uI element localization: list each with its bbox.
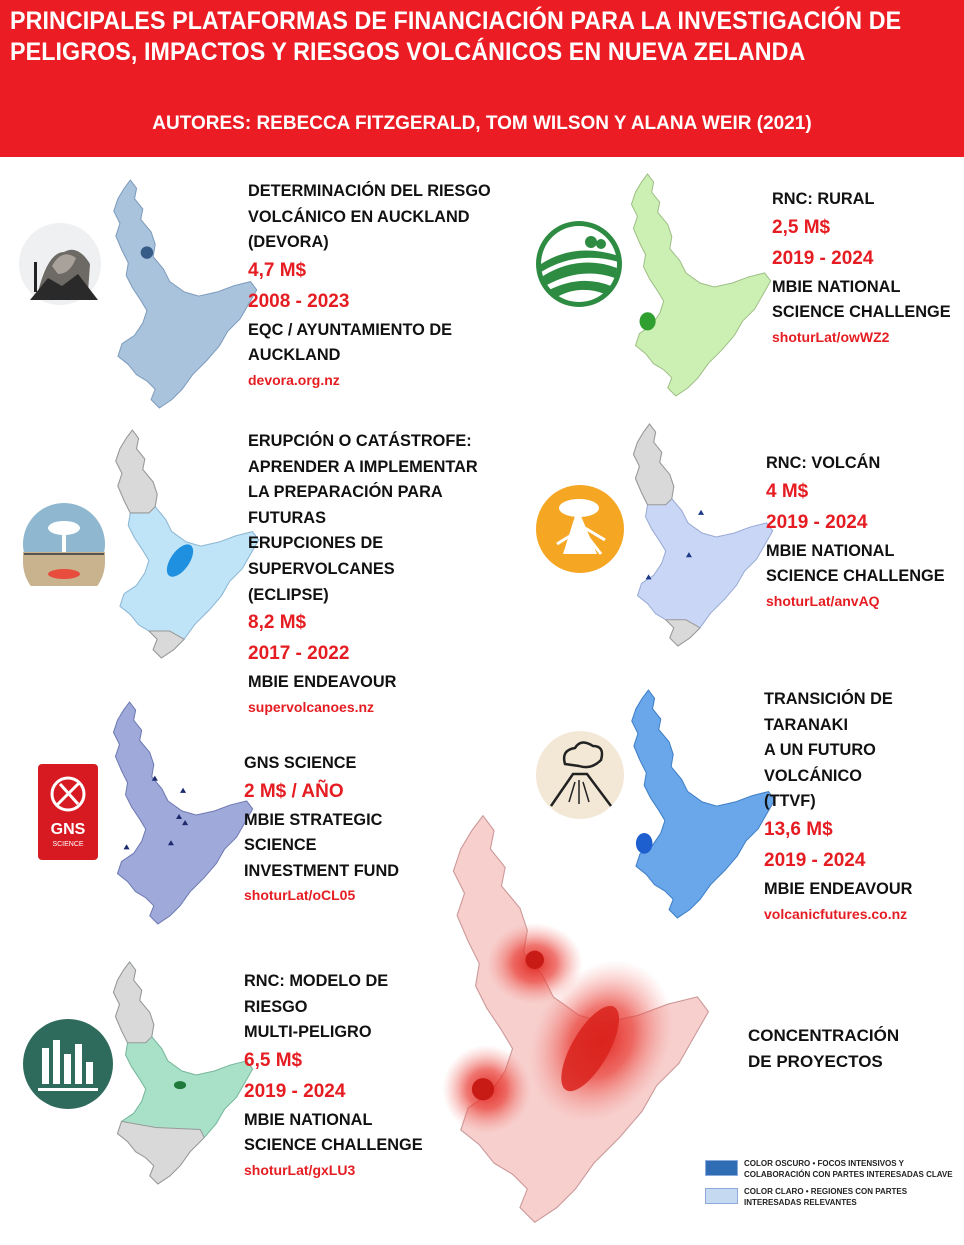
project-link[interactable]: shoturLat/anvAQ <box>766 592 880 609</box>
project-title: RNC: VOLCÁN <box>766 453 881 472</box>
nz-map-volcan <box>612 422 780 648</box>
project-title: MULTI-PELIGRO <box>244 1022 372 1042</box>
project-funder: SCIENCE CHALLENGE <box>244 1135 423 1155</box>
project-title: FUTURAS <box>248 507 326 527</box>
concentration-line: DE PROYECTOS <box>748 1052 883 1071</box>
project-title: VOLCÁNICO EN AUCKLAND <box>248 206 470 226</box>
volcano-ash-icon <box>535 484 625 574</box>
project-funder: MBIE NATIONAL <box>766 540 895 560</box>
project-title: LA PREPARACIÓN PARA <box>248 482 443 502</box>
nz-map-gns <box>92 700 260 926</box>
legend-item-light <box>705 1186 960 1208</box>
project-amount: 2,5 M$ <box>772 216 831 238</box>
project-link[interactable]: shoturLat/owWZ2 <box>772 328 890 345</box>
nz-map-multi <box>92 960 260 1186</box>
project-years: 2019 - 2024 <box>764 849 866 871</box>
project-amount: 8,2 M$ <box>248 612 307 634</box>
project-funder: MBIE ENDEAVOUR <box>248 672 397 692</box>
map-legend <box>705 1158 960 1214</box>
project-years: 2019 - 2024 <box>244 1080 346 1102</box>
title-line-1: PRINCIPALES PLATAFORMAS DE FINANCIACIÓN PARA LA INVESTIGACIÓN DE <box>10 7 902 35</box>
project-ttvf <box>764 686 919 926</box>
project-title: DETERMINACIÓN DEL RIESGO <box>248 181 491 200</box>
header-banner <box>0 0 964 157</box>
project-funder: MBIE ENDEAVOUR <box>764 878 913 898</box>
project-funder: AUCKLAND <box>248 345 341 365</box>
page-title <box>10 6 902 68</box>
project-funder: EQC / AYUNTAMIENTO DE <box>248 319 453 339</box>
project-funder: MBIE NATIONAL <box>772 276 901 296</box>
project-years: 2019 - 2024 <box>772 247 874 269</box>
project-amount: 13,6 M$ <box>764 818 833 840</box>
project-title: RIESGO <box>244 996 308 1016</box>
project-funder: MBIE NATIONAL <box>244 1109 373 1129</box>
eruption-photo-icon <box>18 222 102 306</box>
project-link[interactable]: supervolcanoes.nz <box>248 698 375 715</box>
legend-item-dark <box>705 1158 960 1180</box>
svg-text:GNS: GNS <box>50 821 86 838</box>
project-title: TARANAKI <box>764 714 849 734</box>
nz-concentration-heatmap <box>418 812 718 1226</box>
project-title: SUPERVOLCANES <box>248 558 395 578</box>
project-title: APRENDER A IMPLEMENTAR <box>248 456 478 476</box>
project-rnc-volcan <box>766 450 952 613</box>
project-title: RNC: MODELO DE <box>244 971 389 990</box>
legend-label: COLOR CLARO • REGIONES CON PARTES INTERESADAS RELEVANTES <box>744 1187 908 1207</box>
project-title: VOLCÁNICO <box>764 765 862 785</box>
project-title: (ECLIPSE) <box>248 584 329 604</box>
supervolcano-icon <box>22 502 106 586</box>
project-devora <box>248 178 501 392</box>
project-title: (TTVF) <box>764 791 816 811</box>
project-title: ERUPCIONES DE <box>248 533 384 553</box>
project-eclipse <box>248 428 487 719</box>
project-title: GNS SCIENCE <box>244 753 357 772</box>
volcano-sketch-icon <box>535 730 625 820</box>
project-years: 2008 - 2023 <box>248 290 350 312</box>
nz-map-devora <box>92 178 264 410</box>
bar-chart-icon <box>22 1018 114 1110</box>
project-amount: 2 M$ / AÑO <box>244 780 344 802</box>
project-funder: MBIE STRATEGIC <box>244 809 383 829</box>
project-rnc-rural <box>772 186 958 349</box>
project-link[interactable]: volcanicfutures.co.nz <box>764 905 908 922</box>
project-funder: SCIENCE <box>244 835 317 855</box>
project-years: 2019 - 2024 <box>766 511 868 533</box>
project-multi-peligro <box>244 968 430 1182</box>
nz-map-eclipse <box>94 428 266 660</box>
authors-line: AUTORES: REBECCA FITZGERALD, TOM WILSON Y ALANA WEIR (2021) <box>152 113 812 134</box>
concentration-label <box>748 1023 899 1075</box>
project-title: ERUPCIÓN O CATÁSTROFE: <box>248 431 472 450</box>
project-years: 2017 - 2022 <box>248 643 350 665</box>
project-gns <box>244 750 406 907</box>
farm-fields-icon <box>535 220 623 308</box>
project-amount: 6,5 M$ <box>244 1049 303 1071</box>
project-link[interactable]: shoturLat/gxLU3 <box>244 1161 356 1178</box>
legend-swatch-dark <box>705 1160 738 1176</box>
project-link[interactable]: devora.org.nz <box>248 371 340 388</box>
project-title: RNC: RURAL <box>772 189 875 208</box>
project-funder: SCIENCE CHALLENGE <box>772 302 951 322</box>
concentration-line: CONCENTRACIÓN <box>748 1026 900 1045</box>
project-funder: INVESTMENT FUND <box>244 860 400 880</box>
legend-swatch-light <box>705 1188 738 1204</box>
legend-label: COLOR OSCURO • FOCOS INTENSIVOS Y COLABORACIÓN CON PARTES INTERESADAS CLAVE <box>744 1159 953 1179</box>
project-title: (DEVORA) <box>248 232 329 252</box>
gns-logo-icon <box>38 764 98 860</box>
project-title: TRANSICIÓN DE <box>764 689 893 708</box>
svg-text:SCIENCE: SCIENCE <box>52 841 84 848</box>
project-amount: 4 M$ <box>766 480 809 502</box>
project-title: A UN FUTURO <box>764 740 876 760</box>
project-link[interactable]: shoturLat/oCL05 <box>244 887 356 904</box>
project-funder: SCIENCE CHALLENGE <box>766 566 945 586</box>
project-amount: 4,7 M$ <box>248 259 307 281</box>
title-line-2: PELIGROS, IMPACTOS Y RIESGOS VOLCÁNICOS EN NUEVA ZELANDA <box>10 38 806 66</box>
nz-map-rural <box>610 172 778 398</box>
